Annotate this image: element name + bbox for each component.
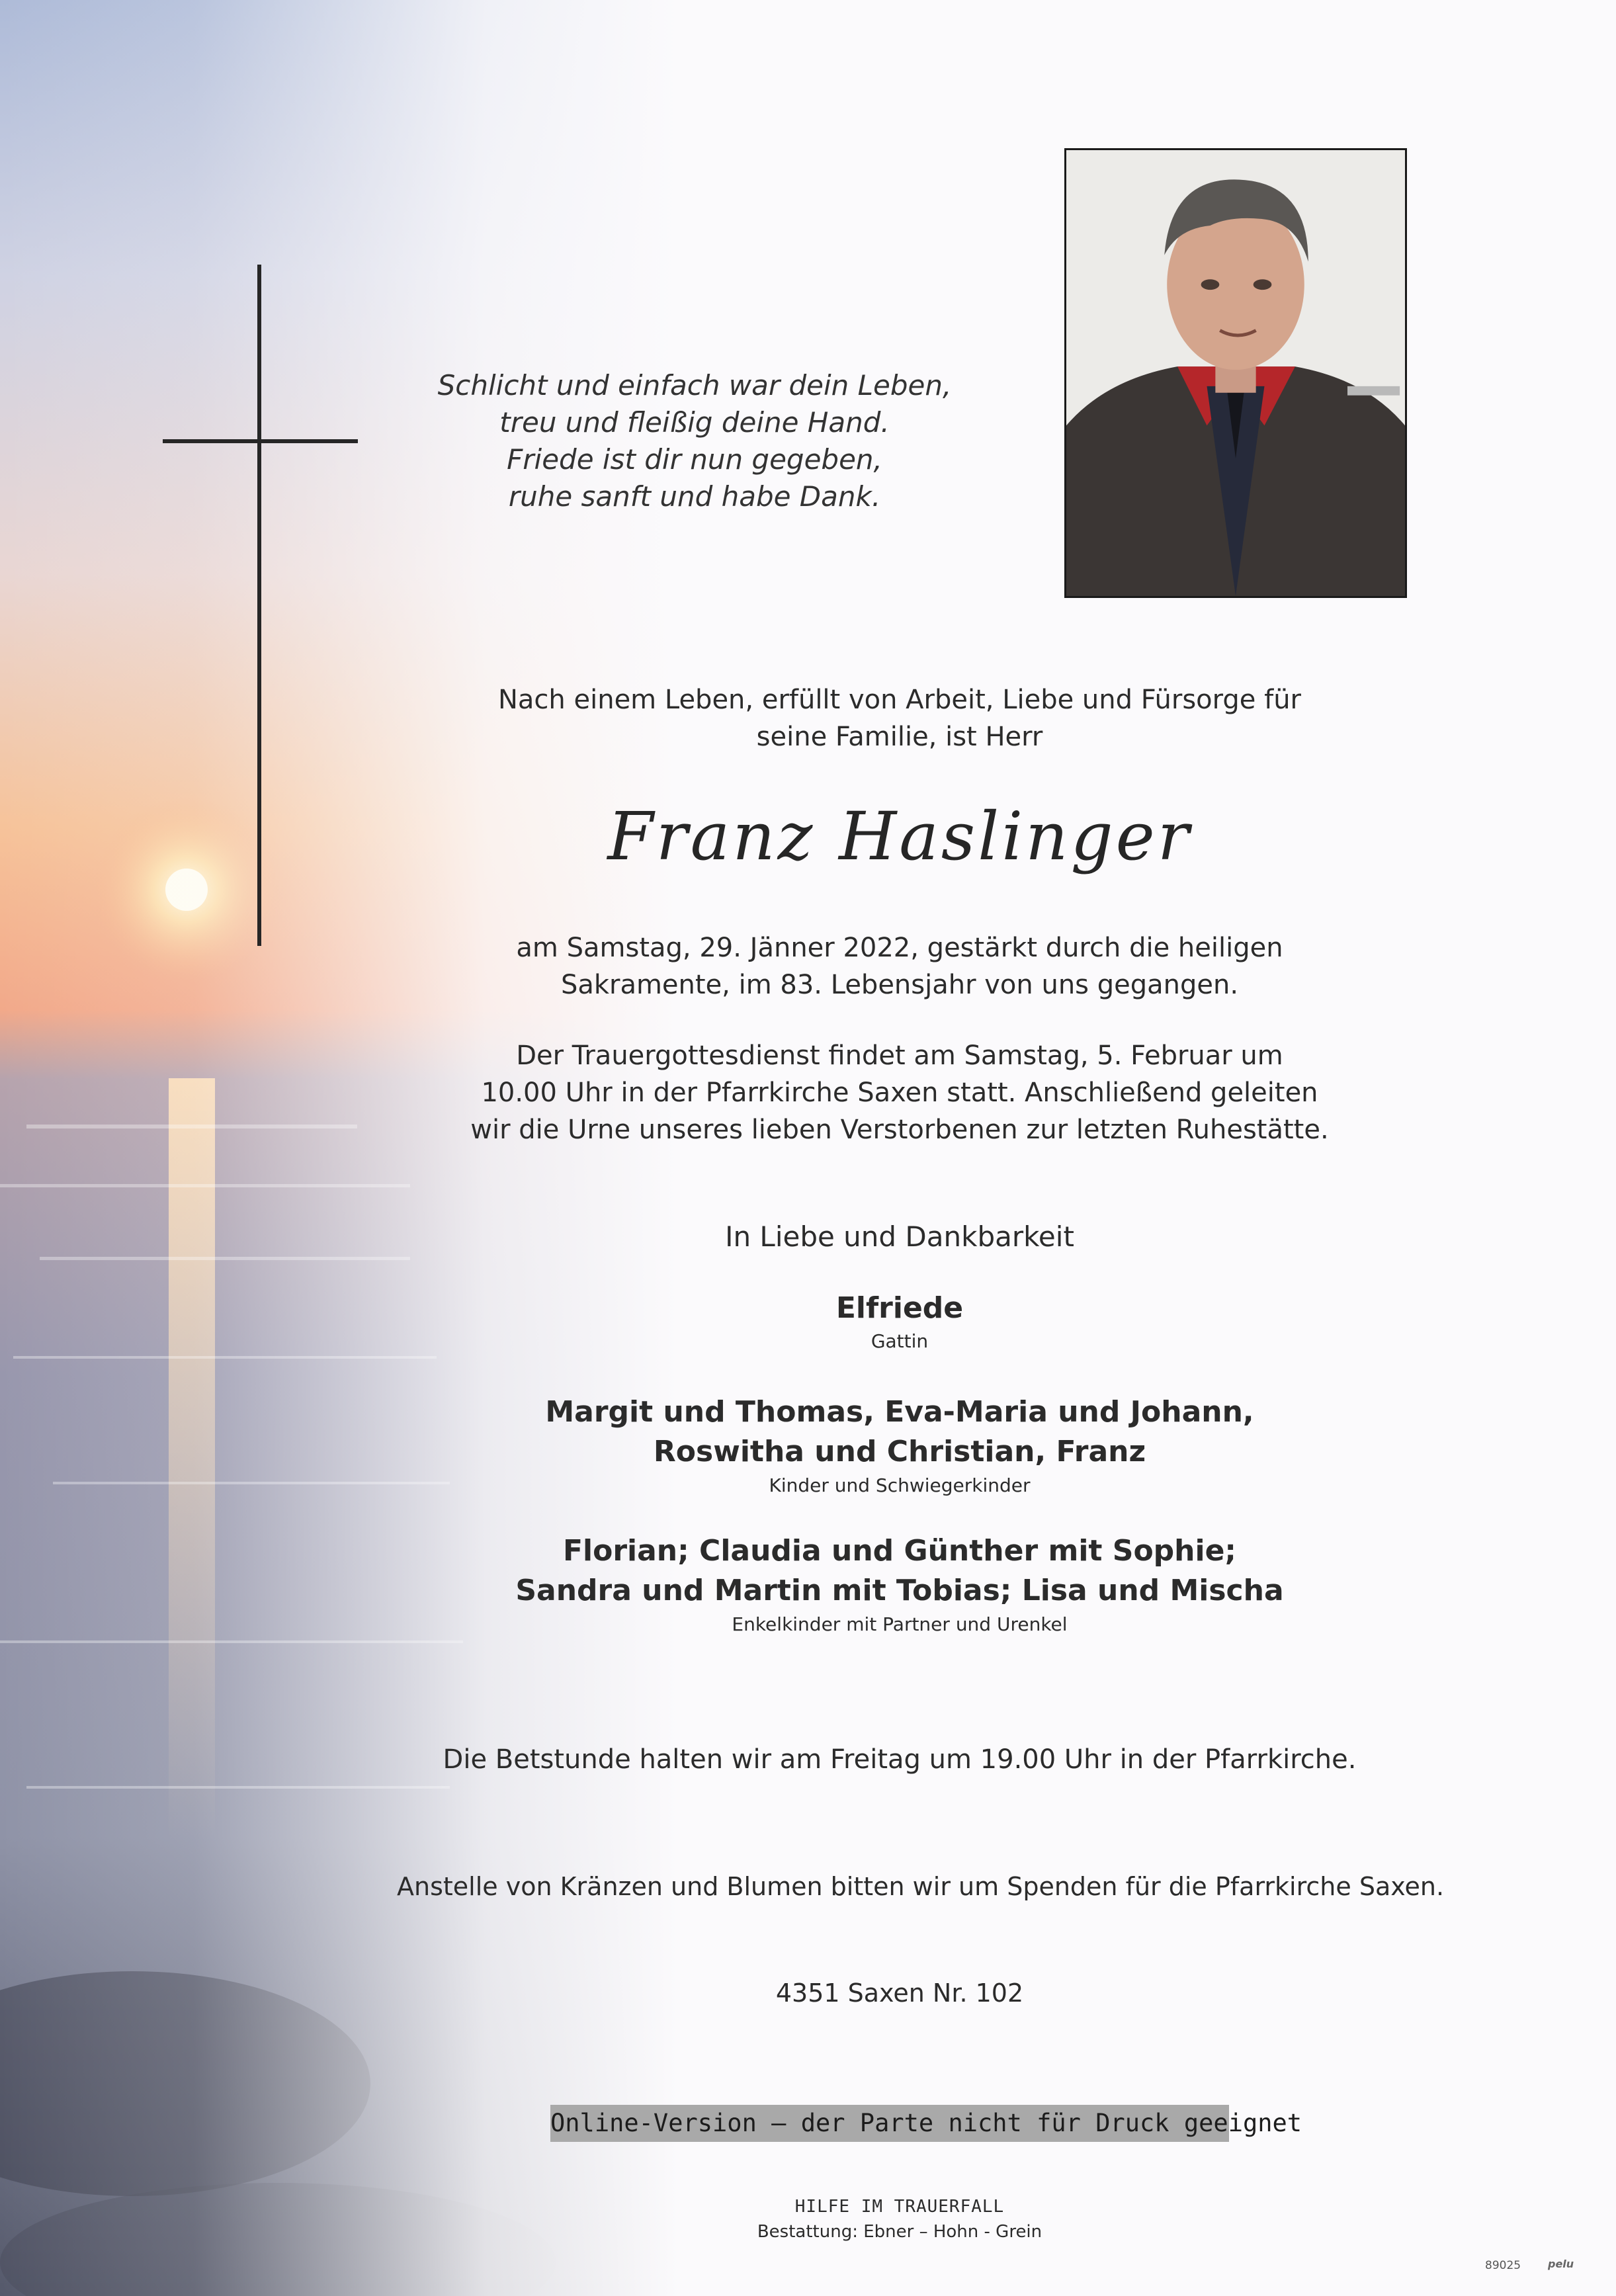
children-line: Roswitha und Christian, Franz	[653, 1435, 1146, 1468]
children-role: Kinder und Schwiegerkinder	[769, 1474, 1031, 1496]
grandchildren-role: Enkelkinder mit Partner und Urenkel	[732, 1613, 1068, 1635]
grandchildren-line: Florian; Claudia und Günther mit Sophie;	[562, 1534, 1237, 1568]
memorial-poem	[430, 367, 959, 515]
prayer-hour-notice: Die Betstunde halten wir am Freitag um 19.00 Uhr in der Pfarrkirche.	[443, 1744, 1357, 1775]
service-line: Der Trauergottesdienst findet am Samstag, 5. Februar um	[516, 1041, 1283, 1071]
donations-notice: Anstelle von Kränzen und Blumen bitten wir um Spenden für die Pfarrkirche Saxen.	[397, 1872, 1445, 1901]
wife-role: Gattin	[871, 1330, 929, 1352]
portrait-photo	[1064, 148, 1407, 598]
children-names	[397, 1392, 1402, 1472]
poem-line: treu und fleißig deine Hand.	[499, 406, 890, 439]
closing-phrase: In Liebe und Dankbarkeit	[725, 1220, 1074, 1253]
grandchildren-line: Sandra und Martin mit Tobias; Lisa und Mischa	[515, 1574, 1284, 1607]
grandchildren-names	[397, 1531, 1402, 1611]
online-version-notice: Online-Version – der Parte nicht für Druck geeignet	[550, 2105, 1229, 2142]
address: 4351 Saxen Nr. 102	[775, 1978, 1024, 2008]
logo-text: pelu	[1548, 2258, 1574, 2270]
undertaker-name: Bestattung: Ebner – Hohn - Grein	[757, 2222, 1042, 2242]
poem-line: Friede ist dir nun gegeben,	[507, 443, 882, 476]
intro-text	[397, 681, 1402, 755]
service-line: 10.00 Uhr in der Pfarrkirche Saxen statt. Anschließend geleiten	[481, 1078, 1318, 1108]
funeral-service-notice	[397, 1037, 1402, 1148]
service-line: wir die Urne unseres lieben Verstorbenen zur letzten Ruhestätte.	[470, 1115, 1329, 1145]
deceased-name: Franz Haslinger	[607, 798, 1192, 875]
wife-name: Elfriede	[835, 1291, 964, 1325]
intro-line: Nach einem Leben, erfüllt von Arbeit, Liebe und Fürsorge für	[498, 685, 1301, 715]
cross-icon-bar	[163, 439, 358, 443]
document-code: 89025	[1485, 2259, 1521, 2272]
death-notice	[397, 929, 1402, 1003]
children-line: Margit und Thomas, Eva-Maria und Johann,	[545, 1395, 1254, 1429]
intro-line: seine Familie, ist Herr	[756, 722, 1043, 752]
death-line: Sakramente, im 83. Lebensjahr von uns gegangen.	[560, 970, 1239, 1000]
death-line: am Samstag, 29. Jänner 2022, gestärkt durch die heiligen	[516, 933, 1283, 963]
poem-line: ruhe sanft und habe Dank.	[508, 480, 881, 513]
cross-icon	[257, 265, 261, 946]
helper-title: HILFE IM TRAUERFALL	[794, 2197, 1005, 2217]
poem-line: Schlicht und einfach war dein Leben,	[437, 369, 952, 402]
printer-logo	[1548, 2256, 1590, 2273]
